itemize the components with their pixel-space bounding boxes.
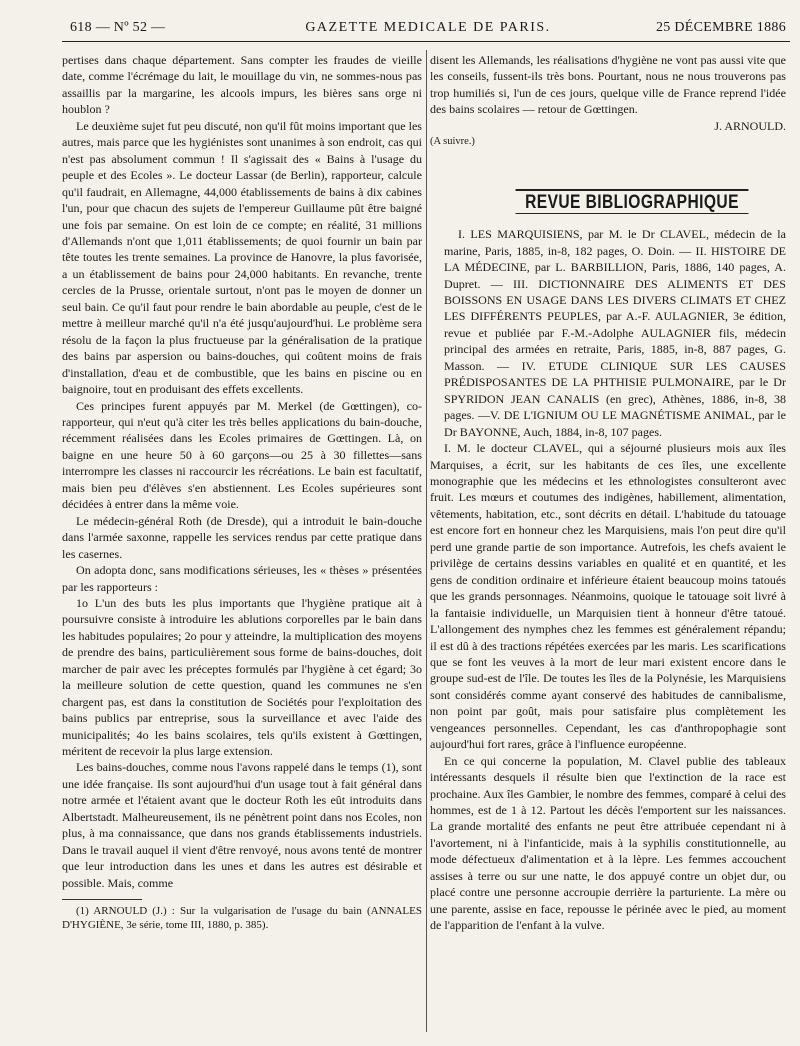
footnote: (1) ARNOULD (J.) : Sur la vulgarisation de l'usage du bain (ANNALES D'HYGIÈNE, 3e série, tome III, 1880, p. 385). bbox=[62, 905, 422, 932]
header-rule bbox=[62, 41, 790, 42]
footnote-rule bbox=[62, 899, 142, 900]
paragraph: pertises dans chaque département. Sans compter les fraudes de vieille date, comme l'écrémage du lait, le mouillage du vin, ne sommes-nous pas assaillis par la margarine, les alcools impurs, les bières sans orge ni houblon ? bbox=[62, 53, 422, 117]
issue-date: 25 DÉCEMBRE 1886 bbox=[655, 20, 786, 35]
right-column bbox=[430, 52, 786, 934]
paragraph: Le deuxième sujet fut peu discuté, non qu'il fût moins important que les autres, mais parce que les hygiénistes sont unanimes à son endroit, cas qui n'est pas absolument commun ! Il s'agissait des « Bains à l'usage du peuple et des Ecoles ». Le docteur Lassar (de Berlin), rapporteur, calcule qu'il faudrait, en Allemagne, 44,000 établissements de bains à dix cabines l'un, pour que chacun des sujets de l'empereur Guillaume pût être baigné une fois par semaine. On est loin de ce compte; en réalité, 31 millions d'Allemands n'ont que 1,011 établissements; de quoi fournir un bain par tête toutes les trente semaines. La province de Hanovre, la plus favorisée, a un établissement de bains pour 24,000 habitants. En revanche, trente cercles de la Prusse, orientale surtout, n'ont pas le moyen de donner un seul bain. Ce qu'il faut pour rendre le bain abordable au peuple, c'est de le mettre à meilleur marché qu'il n'a été jusqu'aujourd'hui. Le problème sera résolu de la façon la plus fructueuse par la généralisation de la pratique des bains par aspersion ou bains-douches, qui coûtent moins de frais d'installation, d'eau et de combustible, que les bains en piscine ou en baignoire, tout en produisant des effets excellents. bbox=[62, 118, 422, 397]
paragraph: Les bains-douches, comme nous l'avons rappelé dans le temps (1), sont une idée française. Ils sont aujourd'hui d'un usage tout à fait général dans notre armée et l'étaient avant que le docteur Roth les eût introduits dans Albertstadt. Malheureusement, ils ne pénètrent point dans nos Ecoles, non plus, à ma connaissance, que dans nos grands établissements industriels. Dans le travail auquel il vient d'être renvoyé, nous avons tenté de montrer que leur introduction dans les unes et dans les autres est désirable et possible. Mais, comme bbox=[62, 760, 422, 890]
left-column bbox=[62, 52, 422, 932]
to-be-continued: (A suivre.) bbox=[430, 136, 475, 148]
paragraph: Ces principes furent appuyés par M. Merkel (de Gœttingen), co-rapporteur, qui n'eut qu'à citer les très belles applications du bain-douche, récemment réalisées dans les Ecoles primaires de Gœttingen. Là, on baigne en une heure 50 à 60 garçons—ou 25 à 30 fillettes—sans interrompre les classes ni raccourcir les récréations. Le bain est facultatif, mais bien peu d'élèves s'en abstiennent. Les Ecoles supérieures sont décidées à entrer dans la même voie. bbox=[62, 398, 422, 512]
paragraph: En ce qui concerne la population, M. Clavel publie des tableaux intéressants desquels il résulte bien que l'extinction de la race est prochaine. Aux îles Gambier, le nombre des femmes, comparé à celui des hommes, est de 1 à 12. Partout les décès l'emportent sur les naissances. La grande mortalité des enfants ne peut être attribuée cependant ni à l'avortement, ni à l'infanticide, mais à la syphilis constitutionnelle, au mode défectueux d'alimentation et à la lèpre. Les femmes accouchent assises à terre ou sur une natte, le dos appuyé contre un objet dur, ou placé contre une personne accroupie derrière la parturiente. La mère ou une parente, assise en face, repousse le périnée avec le pied, au moment de l'apparition de l'enfant à la vulve. bbox=[430, 753, 786, 933]
bibliography-list: I. LES MARQUISIENS, par M. le Dr CLAVEL, médecin de la marine, Paris, 1885, in-8, 182 pages, O. Doin. — II. HISTOIRE DE LA MÉDECINE, par L. BARBILLION, Paris, 1886, 140 pages, A. Dupret. — III. DICTIONNAIRE DES ALIMENTS ET DES BOISSONS EN USAGE DANS LES DIVERS CLIMATS ET CHEZ LES DIFFÉRENTS PEUPLES, par A.-F. AULAGNIER, 3e édition, revue et publiée par F.-M.-Adolphe AULAGNIER fils, médecin principal des armées en retraite, Paris, 1885, in-8, 887 pages, G. Masson. — IV. ETUDE CLINIQUE SUR LES CAUSES PRÉDISPOSANTES DE LA PHTHISIE PULMONAIRE, par le Dr SPYRIDON JEAN CANALIS (en grec), Athènes, 1886, in-8, 38 pages. —V. DE L'IGNIUM OU LE MAGNÉTISME ANIMAL, par le Dr BAYONNE, Auch, 1884, in-8, 107 pages. bbox=[444, 227, 786, 439]
paragraph: disent les Allemands, les réalisations d'hygiène ne vont pas aussi vite que les conseils, fussent-ils très bons. Pourtant, nous ne nous trouverons pas trop humiliés si, l'un de ces jours, quelque ville de France reprend l'idée des bains scolaires — retour de Gœttingen. bbox=[430, 53, 786, 117]
paragraph: Le médecin-général Roth (de Dresde), qui a introduit le bain-douche dans l'armée saxonne, rappelle les services rendus par cette pratique dans les casernes. bbox=[62, 513, 422, 561]
section-title: REVUE BIBLIOGRAPHIQUE bbox=[516, 189, 749, 214]
author-signature: J. ARNOULD. bbox=[714, 118, 786, 133]
page-header bbox=[70, 20, 786, 42]
column-divider bbox=[426, 50, 427, 1032]
page-number: 618 — Nº 52 — bbox=[70, 20, 166, 35]
paragraph: I. M. le docteur CLAVEL, qui a séjourné plusieurs mois aux îles Marquises, a écrit, sur les habitants de ces îles, une excellente monographie que les médecins et les ethnologistes consulteront avec fruit. Les mœurs et coutumes des indigènes, habillement, alimentation, vêtements, habitation, etc., sont décrits en détail. L'habitude du tatouage est encore fort en honneur chez les Marquisiens, mais l'on peut dire qu'il perd une grande partie de son importance. Autrefois, les chefs avaient le privilège de certains dessins variables en qualité et en quantité, et les gens de condition ordinaire et inférieure étaient beaucoup moins tatoués que les grands personnages. Néanmoins, quoique le tatouage soit livré à la fantaisie individuelle, un Marquisien tient à honneur d'être tatoué. L'allongement des nymphes chez les femmes est généralement répandu; il est dû à des tractions répétées exercées par les maris. Les scarifications que se font les veuves à la mort de leur mari existent encore dans le groupe sud-est de l'île. De toutes les îles de la Polynésie, les Marquisiens sont considérés comme ayant conservé des habitudes de cannibalisme, non point par goût, mais pour satisfaire plus complètement les vengeances personnelles. Cependant, les cas d'anthropophagie sont aujourd'hui fort rares, grâce à l'influence européenne. bbox=[430, 441, 786, 752]
journal-title: GAZETTE MEDICALE DE PARIS. bbox=[305, 20, 551, 35]
paragraph: On adopta donc, sans modifications sérieuses, les « thèses » présentées par les rapporteurs : bbox=[62, 563, 422, 594]
paragraph: 1o L'un des buts les plus importants que l'hygiène pratique ait à poursuivre consiste à introduire les ablutions corporelles par le bain dans les habitudes populaires; 2o pour y atteindre, la multiplication des moyens de prendre des bains, particulièrement sous forme de bains-douches, doit marcher de pair avec les préceptes formulés par l'hygiène à cet égard; 3o la meilleure solution de cette question, quand les communes ne s'en chargent pas, est dans la constitution de Sociétés pour l'exploitation des bains publics par entreprise, sous la surveillance et avec l'aide des municipalités; 4o les bains scolaires, tels qu'ils existent à Gœttingen, méritent de recevoir la plus large extension. bbox=[62, 595, 422, 759]
